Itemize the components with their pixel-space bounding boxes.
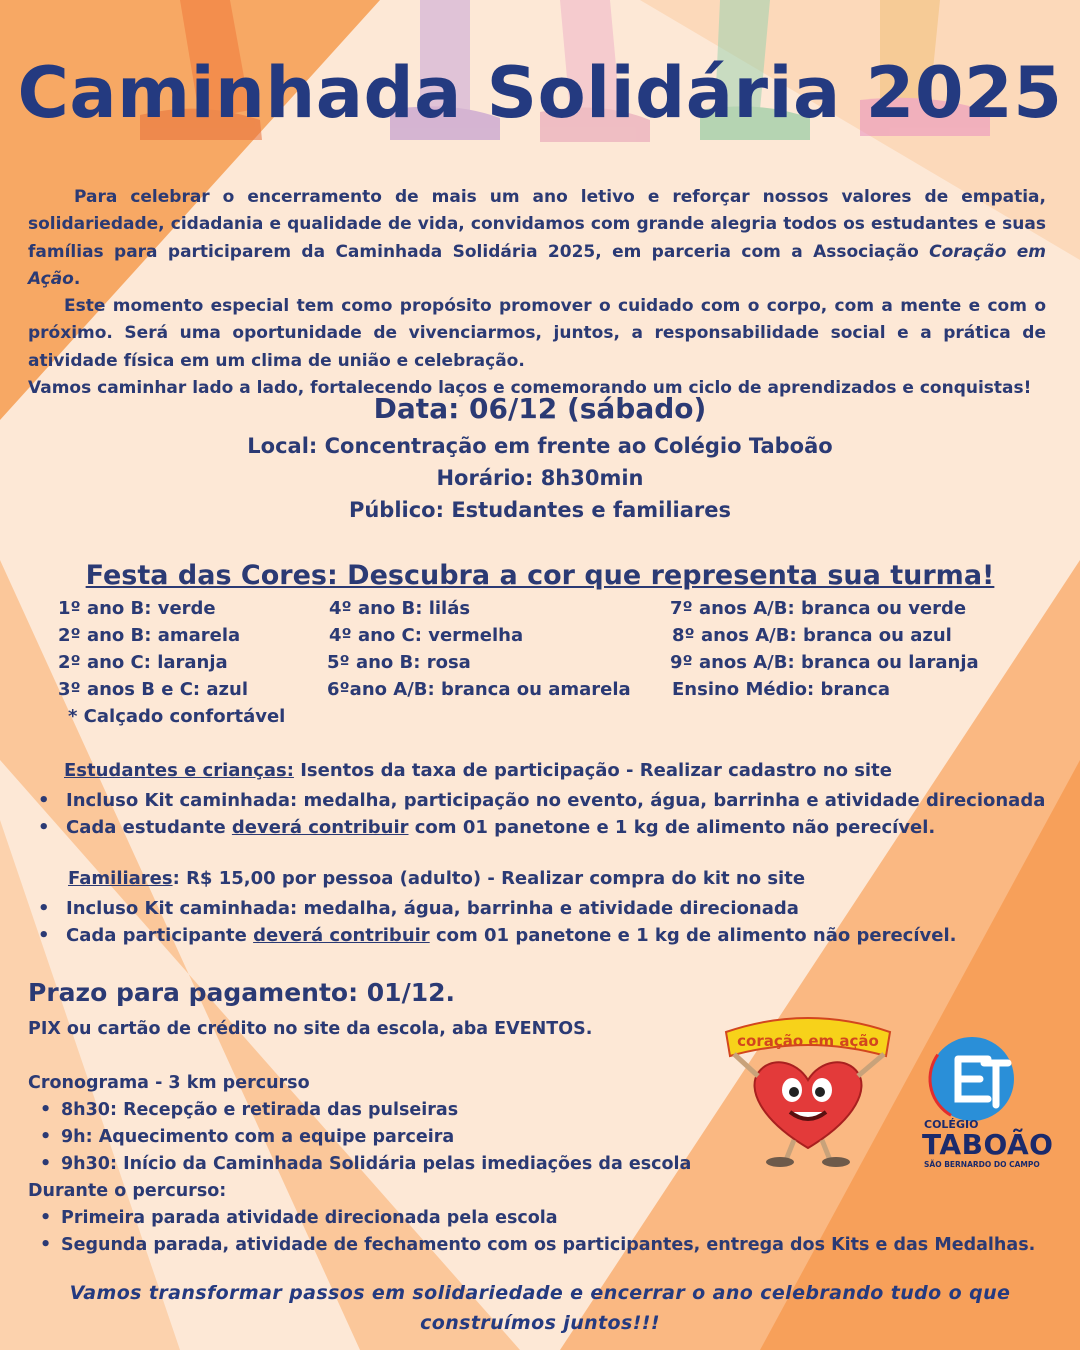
event-date: Data: 06/12 (sábado)	[373, 392, 707, 425]
list-item: • Segunda parada, atividade de fechamento com os participantes, entrega dos Kits e das Medalhas.	[28, 1232, 1035, 1259]
list-item: • 9h: Aquecimento com a equipe parceira	[28, 1124, 1035, 1151]
logo-college-label: COLÉGIO	[924, 1118, 979, 1131]
list-item: • Primeira parada atividade direcionada pela escola	[28, 1205, 1035, 1232]
list-item: • Cada estudante deverá contribuir com 01 panetone e 1 kg de alimento não perecível.	[38, 814, 1045, 841]
mascot-banner-text: coração em ação	[737, 1032, 879, 1050]
logo-city-label: SÃO BERNARDO DO CAMPO	[924, 1160, 1040, 1169]
class-color-item: 4º ano C: vermelha	[329, 625, 524, 646]
festa-title: Festa das Cores: Descubra a cor que representa sua turma!	[85, 560, 995, 591]
closing-line-1: Vamos transformar passos em solidariedade e encerrar o ano celebrando tudo o que	[69, 1282, 1011, 1304]
estudantes-heading: Estudantes e crianças: Isentos da taxa de participação - Realizar cadastro no site	[64, 760, 892, 781]
class-color-item: 7º anos A/B: branca ou verde	[670, 598, 967, 619]
payment-method: PIX ou cartão de crédito no site da escola, aba EVENTOS.	[28, 1019, 593, 1039]
class-color-item: 3º anos B e C: azul	[58, 679, 248, 700]
class-color-item: 2º ano B: amarela	[58, 625, 241, 646]
shoe-note: * Calçado confortável	[68, 706, 286, 727]
list-item: • 9h30: Início da Caminhada Solidária pelas imediações da escola	[28, 1151, 1035, 1178]
familiares-list	[38, 895, 956, 949]
familiares-heading: Familiares: R$ 15,00 por pessoa (adulto) - Realizar compra do kit no site	[68, 868, 806, 889]
heart-mascot-logo	[718, 1008, 898, 1168]
closing-line-2: construímos juntos!!!	[420, 1312, 660, 1334]
page-title: Caminhada Solidária 2025	[17, 52, 1063, 134]
list-item: • 8h30: Recepção e retirada das pulseiras	[28, 1097, 1035, 1124]
during-list	[28, 1205, 1035, 1259]
event-location: Local: Concentração em frente ao Colégio Taboão	[247, 434, 833, 458]
class-color-item: 4º ano B: lilás	[329, 598, 471, 619]
intro-text	[28, 184, 1046, 402]
class-color-item: 9º anos A/B: branca ou laranja	[670, 652, 979, 673]
logo-school-name: TABOÃO	[922, 1128, 1054, 1161]
class-colors	[0, 598, 1080, 718]
event-time: Horário: 8h30min	[436, 466, 644, 490]
class-color-item: 2º ano C: laranja	[58, 652, 228, 673]
class-color-item: 6ºano A/B: branca ou amarela	[327, 679, 631, 700]
closing-message	[0, 1278, 1080, 1338]
class-color-item: 5º ano B: rosa	[327, 652, 471, 673]
class-color-item: 1º ano B: verde	[58, 598, 216, 619]
intro-paragraph-3: Vamos caminhar lado a lado, fortalecendo laços e comemorando um ciclo de aprendizados e conquistas!	[28, 378, 1032, 399]
event-audience: Público: Estudantes e familiares	[348, 498, 732, 522]
intro-paragraph-1: Para celebrar o encerramento de mais um ano letivo e reforçar nossos valores de empatia, solidariedade, cidadania e qualidade de vida, convidamos com grande alegria todos os estudantes e suas famílias para participarem da Caminhada Solidária 2025, em parceria com a Associação Coração em Ação.	[28, 187, 1047, 289]
estudantes-list	[38, 787, 1045, 841]
intro-paragraph-2: Este momento especial tem como propósito promover o cuidado com o corpo, com a mente e com o próximo. Será uma oportunidade de vivenciarmos, juntos, a responsabilidade social e a prática de atividade física em um clima de união e celebração.	[28, 296, 1046, 371]
schedule-title: Cronograma - 3 km percurso	[28, 1073, 310, 1093]
list-item: • Cada participante deverá contribuir com 01 panetone e 1 kg de alimento não perecível.	[38, 922, 956, 949]
class-color-item: Ensino Médio: branca	[672, 679, 890, 700]
list-item: • Incluso Kit caminhada: medalha, água, barrinha e atividade direcionada	[38, 895, 956, 922]
payment-deadline: Prazo para pagamento: 01/12.	[28, 978, 455, 1007]
list-item: • Incluso Kit caminhada: medalha, participação no evento, água, barrinha e atividade direcionada	[38, 787, 1045, 814]
class-color-item: 8º anos A/B: branca ou azul	[672, 625, 952, 646]
during-title: Durante o percurso:	[28, 1181, 227, 1201]
